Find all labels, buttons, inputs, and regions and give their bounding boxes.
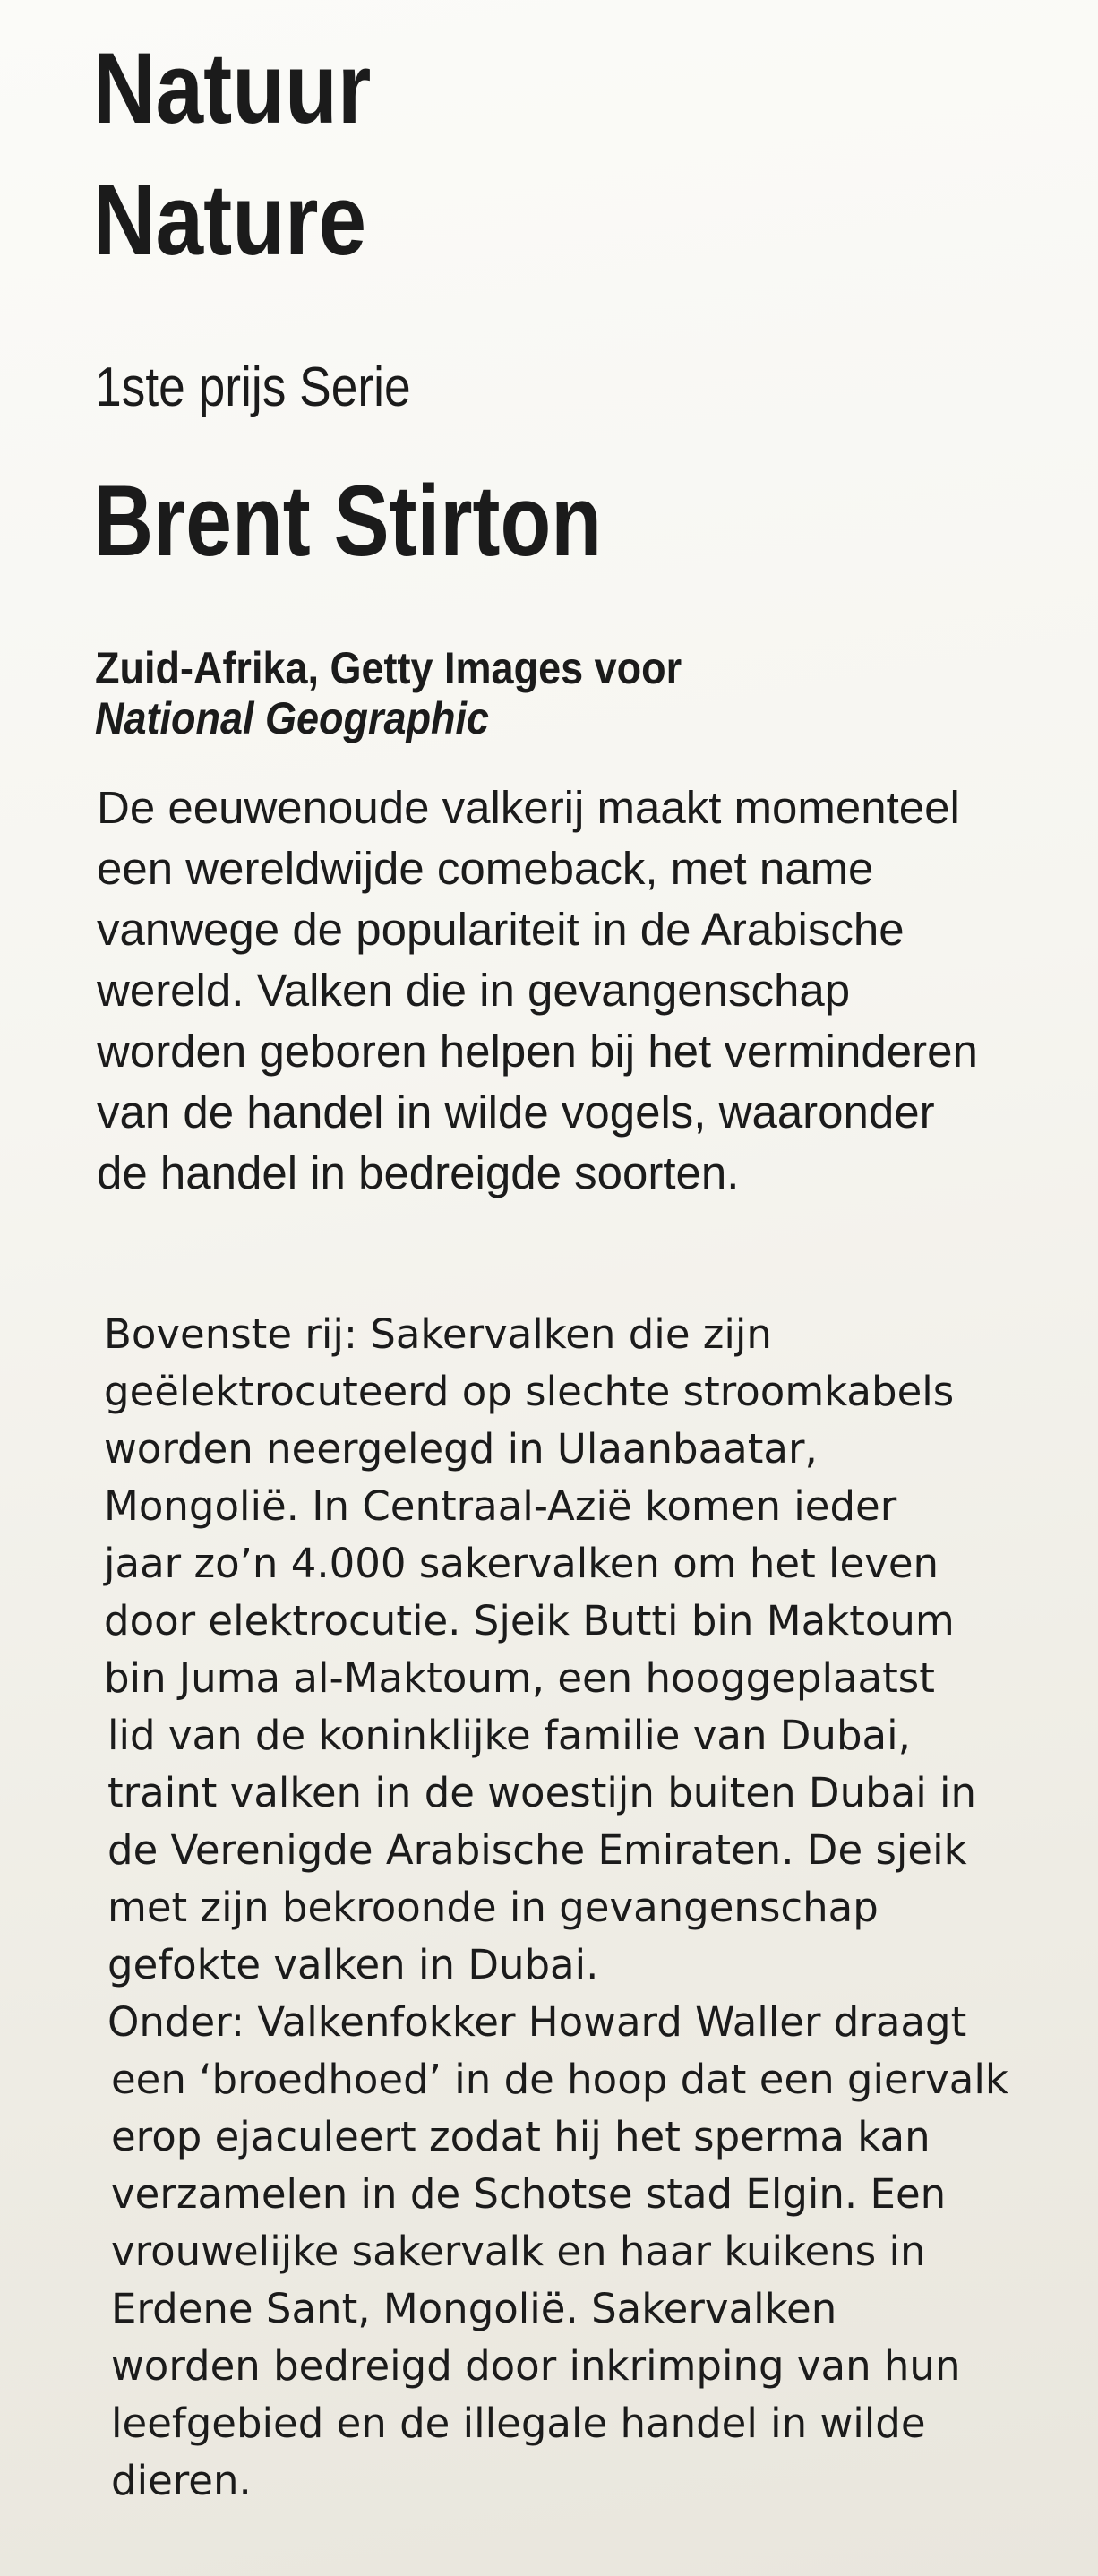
intro-line: een wereldwijde comeback, met name xyxy=(97,843,874,894)
affiliation-publication: National Geographic xyxy=(95,693,490,743)
prize-label: 1ste prijs Serie xyxy=(95,356,411,418)
caption-line: bin Juma al-Maktoum, een hooggeplaatst xyxy=(104,1654,935,1702)
intro-line: De eeuwenoude valkerij maakt momenteel xyxy=(97,782,960,833)
affiliation-line-1: Zuid-Afrika, Getty Images voor xyxy=(95,643,682,693)
caption-paragraph xyxy=(104,1306,1008,2510)
caption-line: Mongolië. In Centraal-Azië komen ieder xyxy=(104,1482,897,1530)
affiliation xyxy=(95,643,682,743)
intro-line: van de handel in wilde vogels, waaronder xyxy=(97,1086,935,1138)
caption-line: vrouwelijke sakervalk en haar kuikens in xyxy=(111,2228,926,2275)
intro-paragraph xyxy=(97,777,978,1204)
caption-line: de Verenigde Arabische Emiraten. De sjeik xyxy=(107,1826,967,1874)
intro-line: de handel in bedreigde soorten. xyxy=(97,1147,740,1198)
caption-line: lid van de koninklijke familie van Dubai, xyxy=(107,1712,911,1759)
intro-line: vanwege de populariteit in de Arabische xyxy=(97,904,905,955)
photographer-name: Brent Stirton xyxy=(93,465,603,577)
caption-line: door elektrocutie. Sjeik Butti bin Maktoum xyxy=(104,1597,955,1644)
category-title-dutch: Natuur xyxy=(93,32,372,144)
caption-line: een ‘broedhoed’ in de hoop dat een giervalk xyxy=(111,2056,1008,2103)
caption-line: dieren. xyxy=(111,2457,252,2504)
caption-line: worden neergelegd in Ulaanbaatar, xyxy=(104,1425,818,1473)
category-title-english: Nature xyxy=(93,164,367,276)
caption-line: Bovenste rij: Sakervalken die zijn xyxy=(104,1310,772,1358)
caption-line: Onder: Valkenfokker Howard Waller draagt xyxy=(107,1998,967,2046)
caption-line: jaar zo’n 4.000 sakervalken om het leven xyxy=(104,1540,939,1587)
caption-line: leefgebied en de illegale handel in wilde xyxy=(111,2400,926,2447)
caption-line: Erdene Sant, Mongolië. Sakervalken xyxy=(111,2285,837,2332)
caption-line: erop ejaculeert zodat hij het sperma kan xyxy=(111,2113,931,2160)
caption-line: met zijn bekroonde in gevangenschap xyxy=(107,1884,879,1931)
caption-line: verzamelen in de Schotse stad Elgin. Een xyxy=(111,2170,947,2218)
caption-line: geëlektrocuteerd op slechte stroomkabels xyxy=(104,1368,955,1415)
intro-line: wereld. Valken die in gevangenschap xyxy=(97,965,851,1016)
caption-line: traint valken in de woestijn buiten Dubai in xyxy=(107,1769,977,1816)
caption-line: gefokte valken in Dubai. xyxy=(107,1941,599,1988)
caption-line: worden bedreigd door inkrimping van hun xyxy=(111,2342,961,2390)
intro-line: worden geboren helpen bij het verminderen xyxy=(97,1026,978,1077)
